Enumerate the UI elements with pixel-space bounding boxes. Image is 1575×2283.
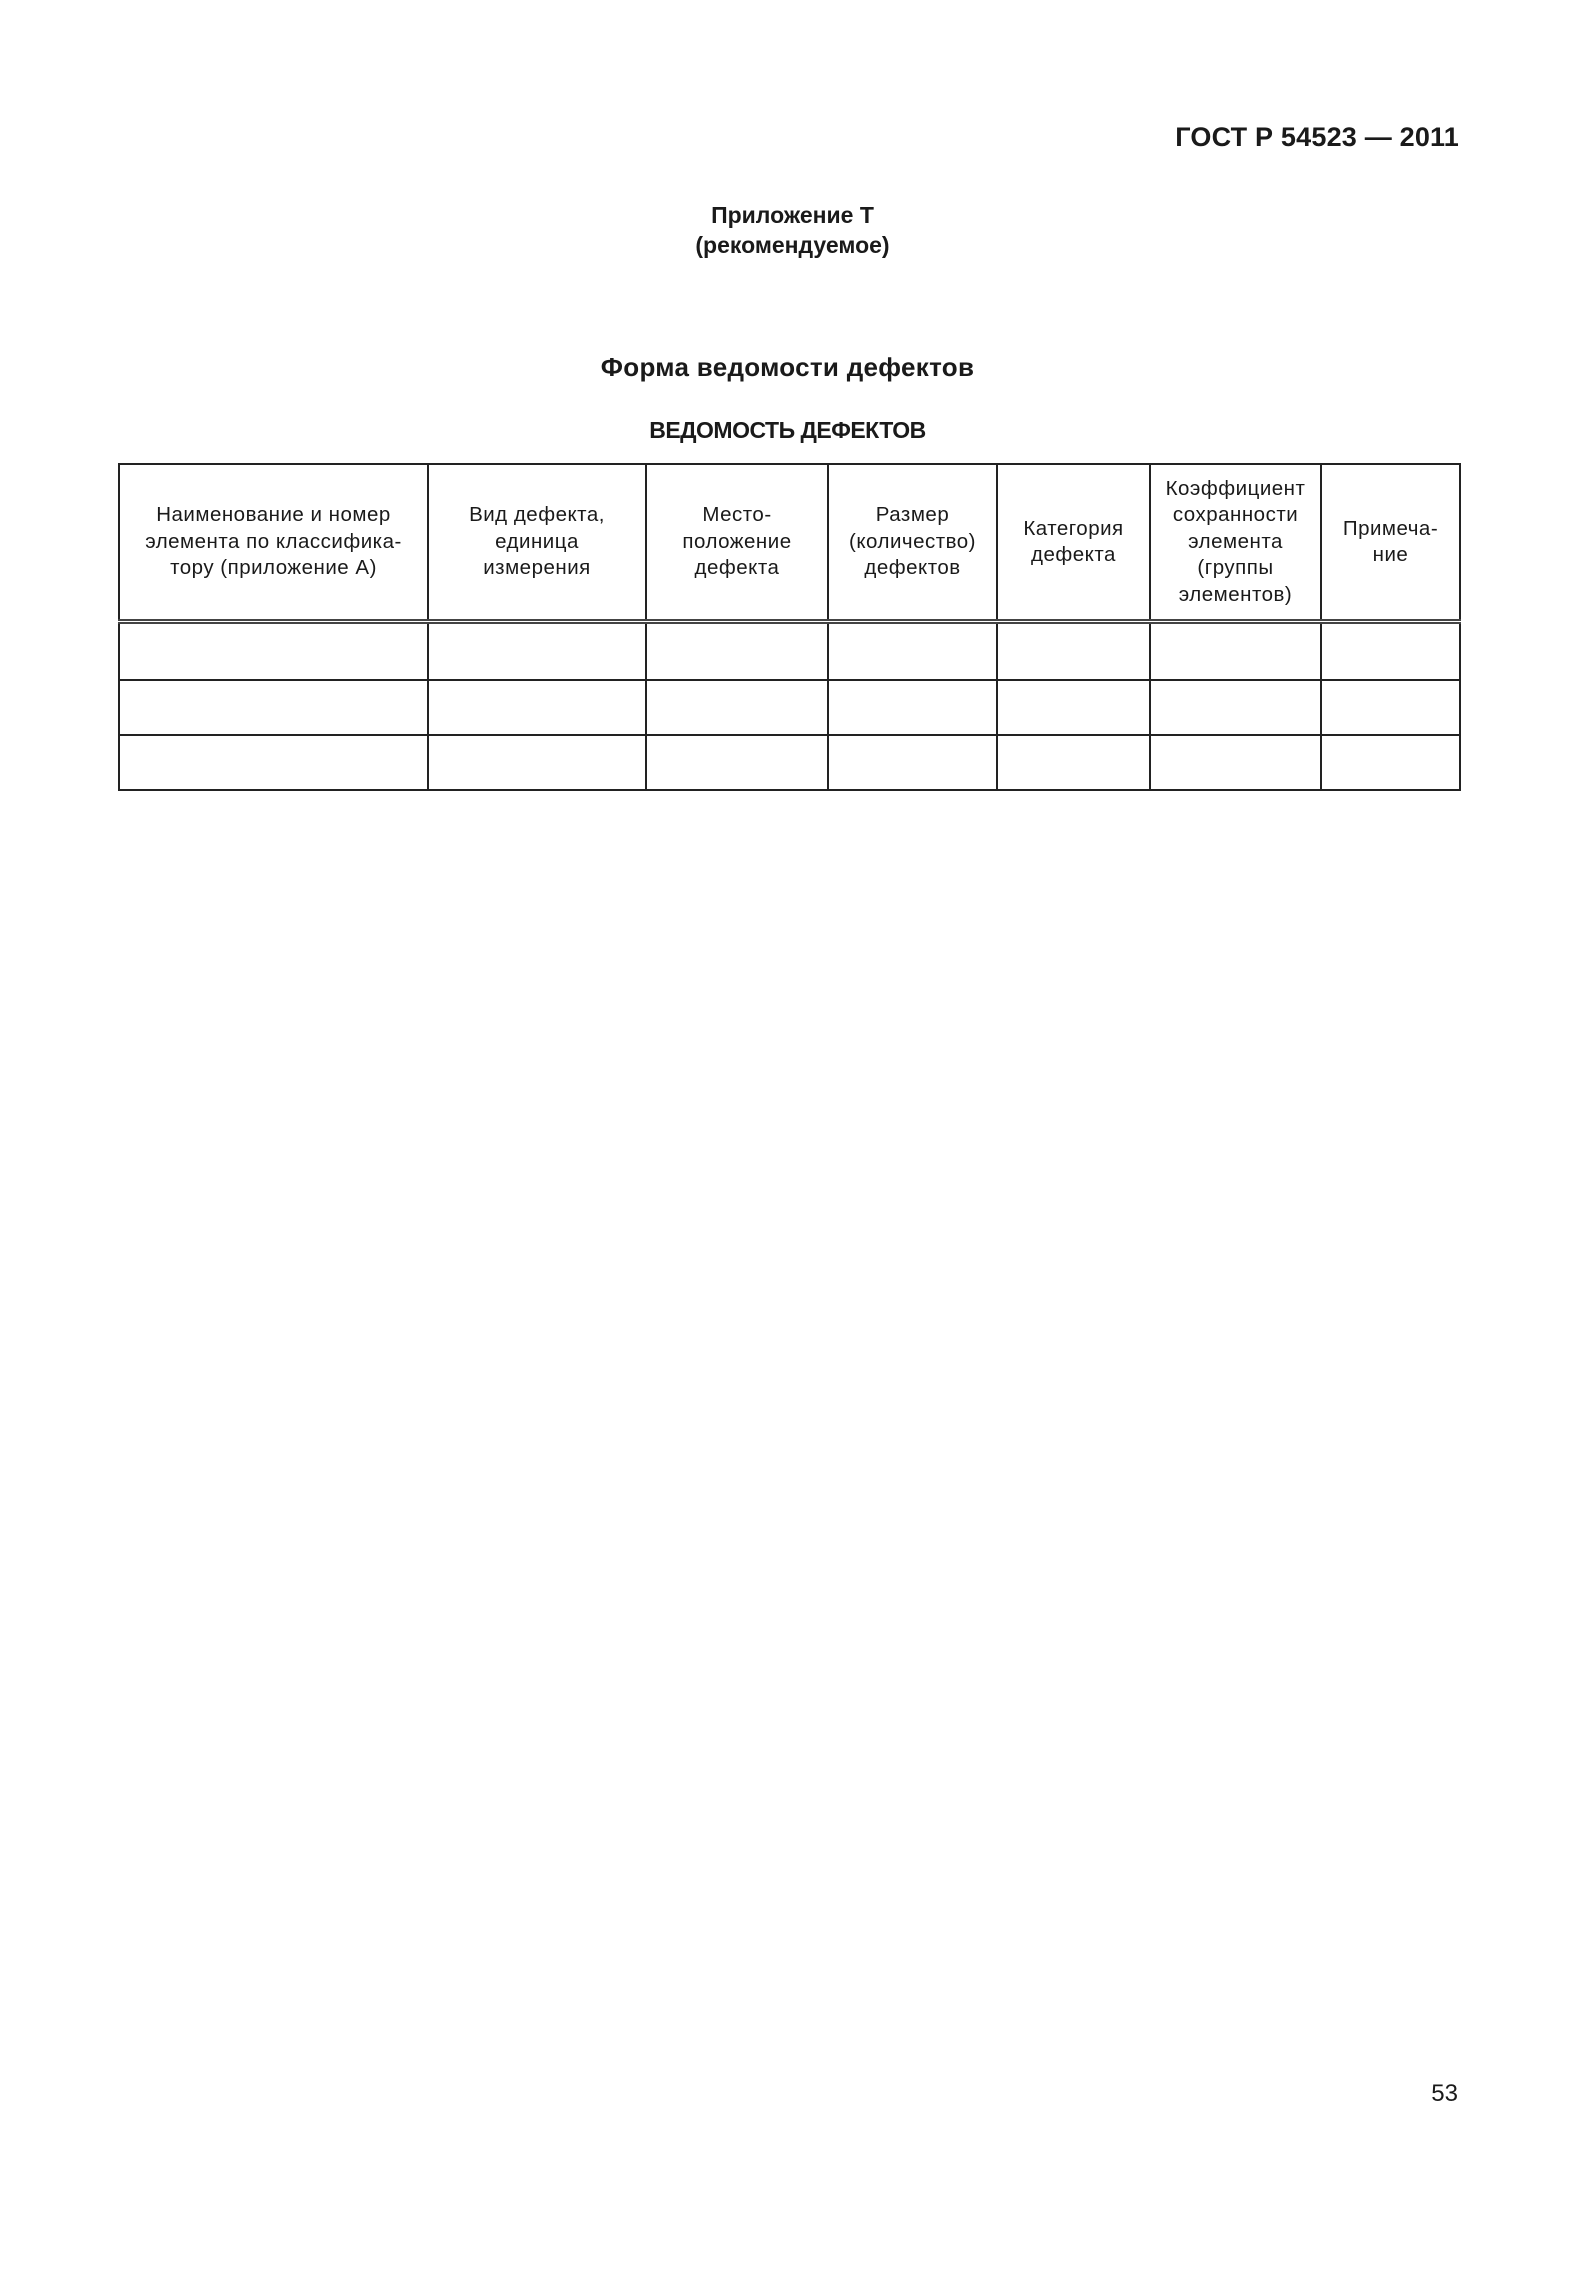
header-line: элементов) [1178,582,1293,606]
table-header-row [119,464,1460,622]
header-line: Примеча- [1342,516,1439,540]
header-line: Наименование и номер [156,503,391,527]
column-header-size [828,464,997,622]
table-cell [1321,735,1460,790]
header-line: измерения [483,556,591,580]
table-row [119,622,1460,681]
table-cell [119,680,428,735]
table-cell [997,680,1150,735]
page-number: 53 [1431,2080,1458,2107]
header-line: элемента по классифика- [145,529,402,553]
header-line: Место- [702,503,772,527]
appendix-status: (рекомендуемое) [695,232,890,258]
table-cell [1321,680,1460,735]
table-row [119,680,1460,735]
table-cell [997,622,1150,681]
table-cell [119,735,428,790]
header-line: дефекта [1031,543,1116,566]
header-line: (группы [1197,556,1274,580]
header-line: Вид дефекта, [469,503,605,527]
table-title: ВЕДОМОСТЬ ДЕФЕКТОВ [649,417,926,443]
header-line: ние [1372,543,1409,566]
column-header-coefficient [1150,464,1321,622]
header-line: (количество) [849,529,976,553]
column-header-note [1321,464,1460,622]
header-line: сохранности [1172,503,1299,527]
header-line: дефектов [864,556,961,580]
table-cell [119,622,428,681]
header-line: Размер [875,503,950,527]
table-cell [828,680,997,735]
table-cell [828,735,997,790]
table-cell [997,735,1150,790]
table-cell [1321,622,1460,681]
table-cell [428,735,646,790]
header-line: единица [495,529,579,553]
document-code: ГОСТ Р 54523 — 2011 [1175,122,1459,152]
table-row [119,735,1460,790]
table-cell [646,735,828,790]
header-line: Коэффициент [1165,476,1306,500]
header-line: элемента [1188,529,1283,553]
header-line: дефекта [694,556,780,580]
defects-table [118,463,1461,791]
table-cell [1150,735,1321,790]
header-line: положение [682,529,792,553]
table-cell [646,622,828,681]
header-line: тору (приложение А) [170,556,377,580]
column-header-element-name [119,464,428,622]
appendix-title: Приложение Т [711,202,874,228]
column-header-defect-type [428,464,646,622]
table-cell [646,680,828,735]
table-cell [1150,622,1321,681]
header-line: Категория [1023,516,1124,540]
table-cell [828,622,997,681]
appendix-heading [0,200,1575,260]
table-cell [1150,680,1321,735]
column-header-location [646,464,828,622]
table-cell [428,680,646,735]
form-title: Форма ведомости дефектов [600,352,975,382]
table-cell [428,622,646,681]
column-header-category [997,464,1150,622]
